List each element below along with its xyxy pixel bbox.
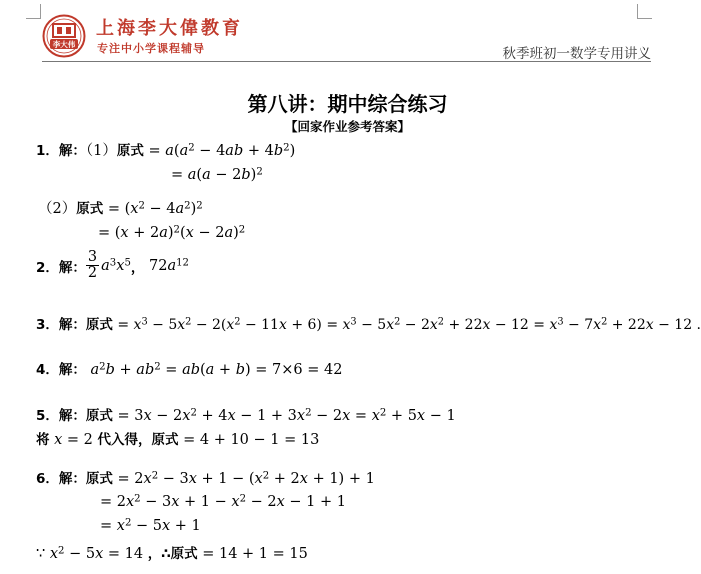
answer-6-step-2	[100, 494, 346, 510]
brand-slogan: 专注中小学课程辅导	[97, 42, 205, 55]
logo-caption: 李大伟	[52, 40, 76, 49]
math-expression: x = 2	[54, 432, 98, 448]
math-expression: $72a^{12}$	[144, 257, 189, 274]
math-expression: = $a(a^2 - 4ab + 4b^2)$	[148, 142, 296, 159]
math-expression: = $(x^2 - 4a^2)^2$	[107, 200, 203, 217]
math-expression: = $a(a - 2b)^2$	[171, 166, 263, 183]
crop-mark-top-right	[637, 4, 652, 19]
brand-logo-icon	[42, 14, 86, 58]
because-symbol: ∵	[36, 546, 46, 562]
yuanshi-label: 原式	[85, 408, 113, 424]
math-expression: = $x^2 - 5x + 1$	[100, 517, 201, 534]
answer-label: 4．解：	[36, 362, 86, 378]
answer-label: 5．解：	[36, 408, 86, 424]
math-expression: = $2x^2 - 3x + 1 - (x^2 + 2x + 1) + 1$	[117, 470, 375, 487]
answer-1-part-2	[38, 197, 203, 218]
answer-4	[36, 358, 342, 378]
answer-1-part-1	[36, 139, 295, 160]
yuanshi-label: 原式	[76, 201, 104, 217]
yuanshi-label: 原式	[116, 143, 144, 159]
answer-label: 1．解：	[36, 143, 86, 159]
handout-label: 秋季班初一数学专用讲义	[502, 46, 651, 62]
answer-1-part-1-step-2	[171, 167, 263, 183]
math-expression: = 14 + 1 = 15	[202, 546, 308, 562]
separator: ，	[130, 259, 145, 276]
fraction-three-halves: $\frac{3}{2}$	[87, 249, 98, 282]
answer-6-step-3	[100, 518, 201, 534]
answer-label: 2．解：	[36, 259, 86, 276]
part-label: （1）	[85, 143, 117, 159]
page-title: 第八讲：期中综合练习	[247, 92, 448, 116]
math-expression: = 4 + 10 − 1 = 13	[183, 432, 320, 448]
answer-6	[36, 467, 375, 487]
header-divider	[42, 61, 651, 62]
crop-mark-top-left	[26, 4, 41, 19]
part-label: （2）	[38, 201, 77, 217]
page-subtitle: 【回家作业参考答案】	[284, 119, 410, 134]
yuanshi-label: 原式	[170, 546, 198, 562]
answer-label: 3．解：	[36, 317, 86, 333]
math-expression: $x^2 - 5x = 14$	[49, 545, 148, 562]
math-expression: = $x^3 - 5x^2 - 2(x^2 - 11x + 6) = x^3 - 5x^2 - 2x^2 + 22x - 12 = x^3 - 7x^2 + 22x - 12$ .	[117, 316, 701, 333]
answer-1-part-2-step-2	[98, 225, 245, 241]
answer-5-substitution	[36, 428, 319, 448]
math-expression: = $(x + 2a)^2(x - 2a)^2$	[98, 224, 246, 241]
yuanshi-label: 原式	[151, 432, 179, 448]
therefore-symbol: ，∴	[147, 546, 171, 562]
brand-name: 上海李大偉教育	[96, 18, 243, 39]
answer-5	[36, 404, 456, 424]
answer-label: 6．解：	[36, 471, 86, 487]
answer-3	[36, 313, 701, 333]
math-expression: = $2x^2 - 3x + 1 - x^2 - 2x - 1 + 1$	[100, 493, 346, 510]
math-expression: $a^2b + ab^2 = ab(a + b) = 7\times 6 = 42$	[90, 361, 343, 378]
math-expression: $a^3x^5$	[101, 257, 131, 274]
yuanshi-label: 原式	[85, 471, 113, 487]
substitute-prefix: 将	[36, 432, 50, 448]
yuanshi-label: 原式	[85, 317, 113, 333]
math-expression: = $3x - 2x^2 + 4x - 1 + 3x^2 - 2x = x^2 + 5x - 1$	[117, 407, 456, 424]
substitute-text: 代入得，	[97, 432, 152, 448]
answer-6-conclusion	[36, 542, 308, 562]
answer-2	[36, 250, 189, 281]
